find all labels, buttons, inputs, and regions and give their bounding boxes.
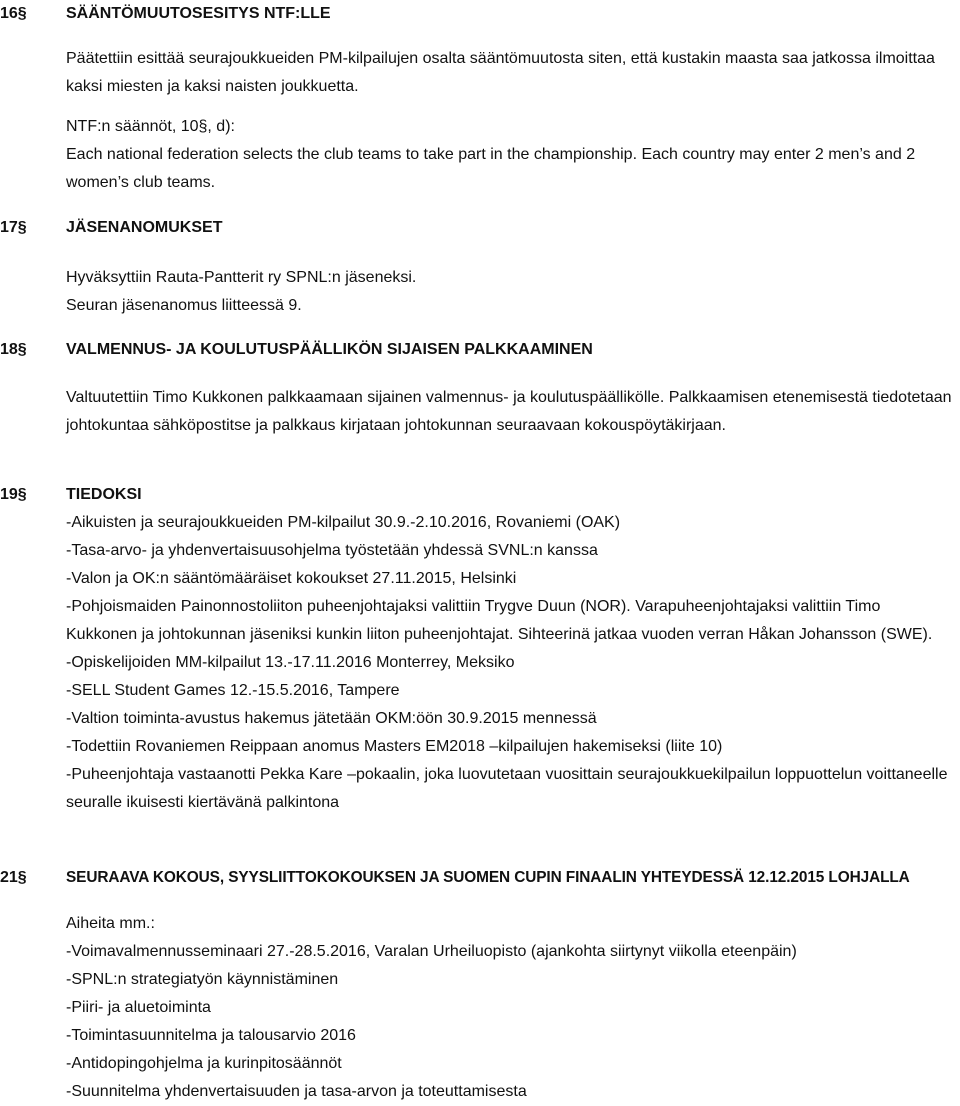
list-item: -Valon ja OK:n sääntömääräiset kokoukset 27.11.2015, Helsinki (66, 570, 517, 587)
paragraph: Aiheita mm.: (66, 915, 155, 932)
list-item: -Puheenjohtaja vastaanotti Pekka Kare –pokaalin, joka luovutetaan vuosittain seurajoukkuekilpailun loppuottelun voittaneelle seuralle ikuisesti kiertävänä palkintona (66, 766, 948, 811)
section-number: 16§ (0, 5, 27, 22)
section-number: 17§ (0, 219, 27, 236)
section-body (66, 384, 954, 440)
paragraph: Päätettiin esittää seurajoukkueiden PM-kilpailujen osalta sääntömuutosta siten, että kustakin maasta saa jatkossa ilmoittaa kaksi miesten ja kaksi naisten joukkuetta. (66, 50, 935, 95)
section-body (66, 264, 954, 320)
list-item: -Voimavalmennusseminaari 27.-28.5.2016, Varalan Urheiluopisto (ajankohta siirtynyt viikolla eteenpäin) (66, 943, 797, 960)
list-item: -Valtion toiminta-avustus hakemus jätetään OKM:öön 30.9.2015 mennessä (66, 710, 597, 727)
paragraph: Valtuutettiin Timo Kukkonen palkkaamaan sijainen valmennus- ja koulutuspäällikölle. Palkkaamisen etenemisestä tiedotetaan johtokuntaa sähköpostitse ja palkkaus kirjataan johtokunnan seuraavaan kokouspöytäkirjaan. (66, 389, 952, 434)
section-title: SÄÄNTÖMUUTOSESITYS NTF:LLE (66, 5, 331, 22)
section-body (66, 910, 954, 1106)
list-item: -SPNL:n strategiatyön käynnistäminen (66, 971, 339, 988)
list-item: -Suunnitelma yhdenvertaisuuden ja tasa-arvon ja toteuttamisesta (66, 1083, 527, 1100)
section-number: 21§ (0, 869, 27, 886)
paragraph: Hyväksyttiin Rauta-Pantterit ry SPNL:n jäseneksi. (66, 269, 417, 286)
section-title: JÄSENANOMUKSET (66, 219, 223, 236)
list-item: -Piiri- ja aluetoiminta (66, 999, 211, 1016)
list-item: -Aikuisten ja seurajoukkueiden PM-kilpailut 30.9.-2.10.2016, Rovaniemi (OAK) (66, 514, 621, 531)
section-number: 19§ (0, 486, 27, 503)
list-item: -Opiskelijoiden MM-kilpailut 13.-17.11.2016 Monterrey, Meksiko (66, 654, 515, 671)
list-item: -Toimintasuunnitelma ja talousarvio 2016 (66, 1027, 356, 1044)
list-item: -Todettiin Rovaniemen Reippaan anomus Masters EM2018 –kilpailujen hakemiseksi (liite 10) (66, 738, 723, 755)
section-title: TIEDOKSI (66, 486, 142, 503)
paragraph: NTF:n säännöt, 10§, d): (66, 118, 235, 135)
section-title: SEURAAVA KOKOUS, SYYSLIITTOKOKOUKSEN JA SUOMEN CUPIN FINAALIN YHTEYDESSÄ 12.12.2015 LOHJALLA (66, 869, 910, 886)
paragraph: Seuran jäsenanomus liitteessä 9. (66, 297, 302, 314)
paragraph: Each national federation selects the club teams to take part in the championship. Each country may enter 2 men’s and 2 women’s club teams. (66, 146, 916, 191)
list-item: -Pohjoismaiden Painonnostoliiton puheenjohtajaksi valittiin Trygve Duun (NOR). Varapuheenjohtajaksi valittiin Timo Kukkonen ja johtokunnan jäseniksi kunkin liiton puheenjohtajat. Sihteerinä jatkaa vuoden verran Håkan Johansson (SWE). (66, 598, 933, 643)
section-title: VALMENNUS- JA KOULUTUSPÄÄLLIKÖN SIJAISEN PALKKAAMINEN (66, 341, 593, 358)
section-body (66, 45, 954, 197)
list-item: -Tasa-arvo- ja yhdenvertaisuusohjelma työstetään yhdessä SVNL:n kanssa (66, 542, 598, 559)
list-item: -Antidopingohjelma ja kurinpitosäännöt (66, 1055, 342, 1072)
section-number: 18§ (0, 341, 27, 358)
list-item: -SELL Student Games 12.-15.5.2016, Tampere (66, 682, 400, 699)
section-body (66, 509, 954, 817)
